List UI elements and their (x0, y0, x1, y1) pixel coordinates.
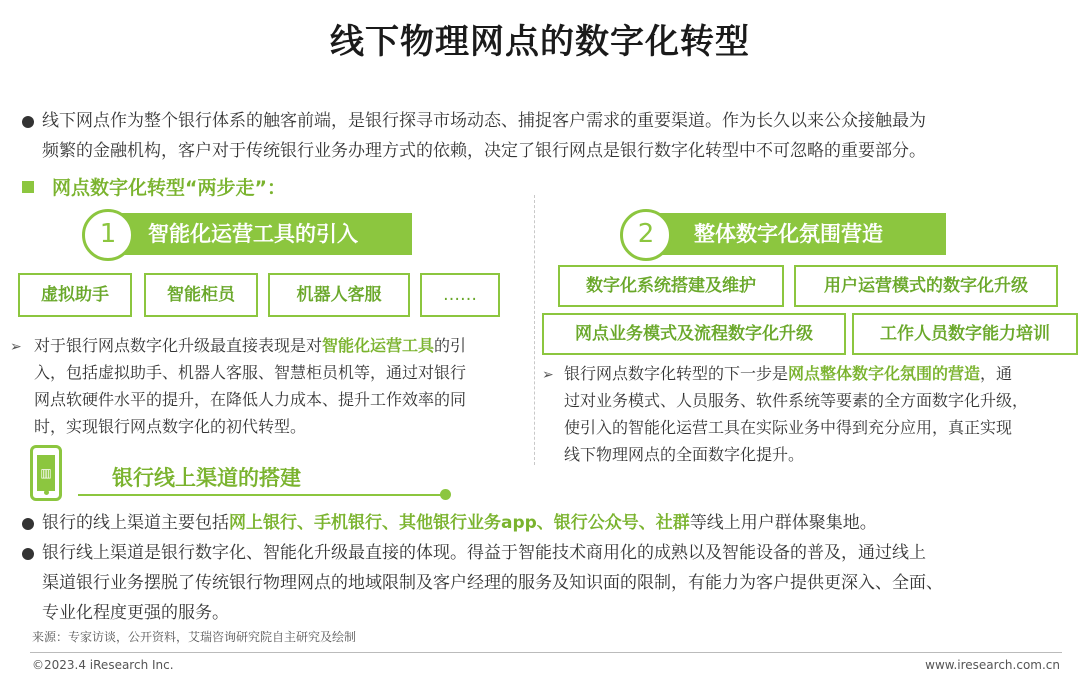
step2-number-badge: 2 (620, 209, 672, 261)
step1-para-line-2: 入，包括虚拟助手、机器人客服、智慧柜员机等，通过对银行 (34, 363, 467, 382)
step1-box-ellipsis: …… (420, 273, 500, 317)
step2-box-user-ops: 用户运营模式的数字化升级 (794, 265, 1058, 307)
step1-para-post: 的引 (434, 336, 467, 355)
circle-bullet-icon (22, 116, 34, 128)
phone-button (44, 490, 49, 495)
step1-box-virtual-assistant: 虚拟助手 (18, 273, 132, 317)
intro-line-1: 线下网点作为整个银行体系的触客前端，是银行探寻市场动态、捕捉客户需求的重要渠道。作为长久以来公众接触最为 (42, 111, 926, 131)
step1-title-bar (112, 213, 412, 255)
step2-para-line-2: 过对业务模式、人员服务、软件系统等要素的全方面数字化升级， (564, 391, 1029, 410)
step1-para-pre: 对于银行网点数字化升级最直接表现是对 (34, 336, 323, 355)
intro-line-2: 频繁的金融机构，客户对于传统银行业务办理方式的依赖，决定了银行网点是银行数字化转型中不可忽略的重要部分。 (42, 141, 926, 161)
step2-paragraph (564, 360, 1076, 468)
online-b2-line-3: 专业化程度更强的服务。 (42, 603, 229, 623)
intro-paragraph (42, 106, 1072, 166)
phone-screen (37, 455, 55, 491)
circle-bullet-icon (22, 548, 34, 560)
heading-underline (78, 494, 446, 496)
step1-box-robot-service: 机器人客服 (268, 273, 410, 317)
step2-box-system-build: 数字化系统搭建及维护 (558, 265, 784, 307)
online-channel-heading: 银行线上渠道的搭建 (112, 466, 301, 490)
footer-website: www.iresearch.com.cn (925, 658, 1060, 672)
step2-para-highlight: 网点整体数字化氛围的营造 (788, 364, 981, 383)
arrow-right-icon: ➢ (10, 339, 22, 355)
underline-dot (440, 489, 451, 500)
step2-box-business-process: 网点业务模式及流程数字化升级 (542, 313, 846, 355)
online-b1-highlight: 网上银行、手机银行、其他银行业务app、银行公众号、社群 (229, 513, 690, 533)
bank-building-icon: ▥ (40, 466, 52, 480)
online-bullet-2 (42, 538, 1072, 628)
step2-para-line-3: 使引入的智能化运营工具在实际业务中得到充分应用，真正实现 (564, 418, 1013, 437)
step2-title: 整体数字化氛围营造 (694, 222, 883, 246)
online-bullet-1 (42, 508, 1072, 538)
green-square-icon (22, 181, 34, 193)
online-b2-line-1: 银行线上渠道是银行数字化、智能化升级最直接的体现。得益于智能技术商用化的成熟以及智能设备的普及，通过线上 (42, 543, 926, 563)
circle-bullet-icon (22, 518, 34, 530)
online-b2-line-2: 渠道银行业务摆脱了传统银行物理网点的地域限制及客户经理的服务及知识面的限制，有能力为客户提供更深入、全面、 (42, 573, 943, 593)
step1-number-badge: 1 (82, 209, 134, 261)
step2-title-bar (650, 213, 946, 255)
two-steps-heading: 网点数字化转型“两步走”： (52, 177, 286, 199)
online-b1-pre: 银行的线上渠道主要包括 (42, 513, 229, 533)
footer-divider (30, 652, 1062, 653)
arrow-right-icon: ➢ (542, 367, 554, 383)
online-b1-post: 等线上用户群体聚集地。 (689, 513, 877, 533)
column-divider (534, 195, 535, 465)
step2-para-pre: 银行网点数字化转型的下一步是 (564, 364, 789, 383)
step1-title: 智能化运营工具的引入 (148, 222, 358, 246)
step1-paragraph (34, 332, 519, 440)
page-title: 线下物理网点的数字化转型 (330, 22, 750, 62)
source-note: 来源：专家访谈，公开资料，艾瑞咨询研究院自主研究及绘制 (32, 630, 357, 644)
mobile-bank-icon (30, 445, 62, 501)
step1-para-line-4: 时，实现银行网点数字化的初代转型。 (34, 417, 307, 436)
step1-para-highlight: 智能化运营工具 (322, 336, 435, 355)
step1-box-smart-teller: 智能柜员 (144, 273, 258, 317)
step2-para-line-4: 线下物理网点的全面数字化提升。 (564, 445, 805, 464)
footer-copyright: ©2023.4 iResearch Inc. (32, 658, 174, 672)
step2-para-post: ，通 (980, 364, 1013, 383)
step2-box-staff-training: 工作人员数字能力培训 (852, 313, 1078, 355)
step1-para-line-3: 网点软硬件水平的提升，在降低人力成本、提升工作效率的同 (34, 390, 467, 409)
